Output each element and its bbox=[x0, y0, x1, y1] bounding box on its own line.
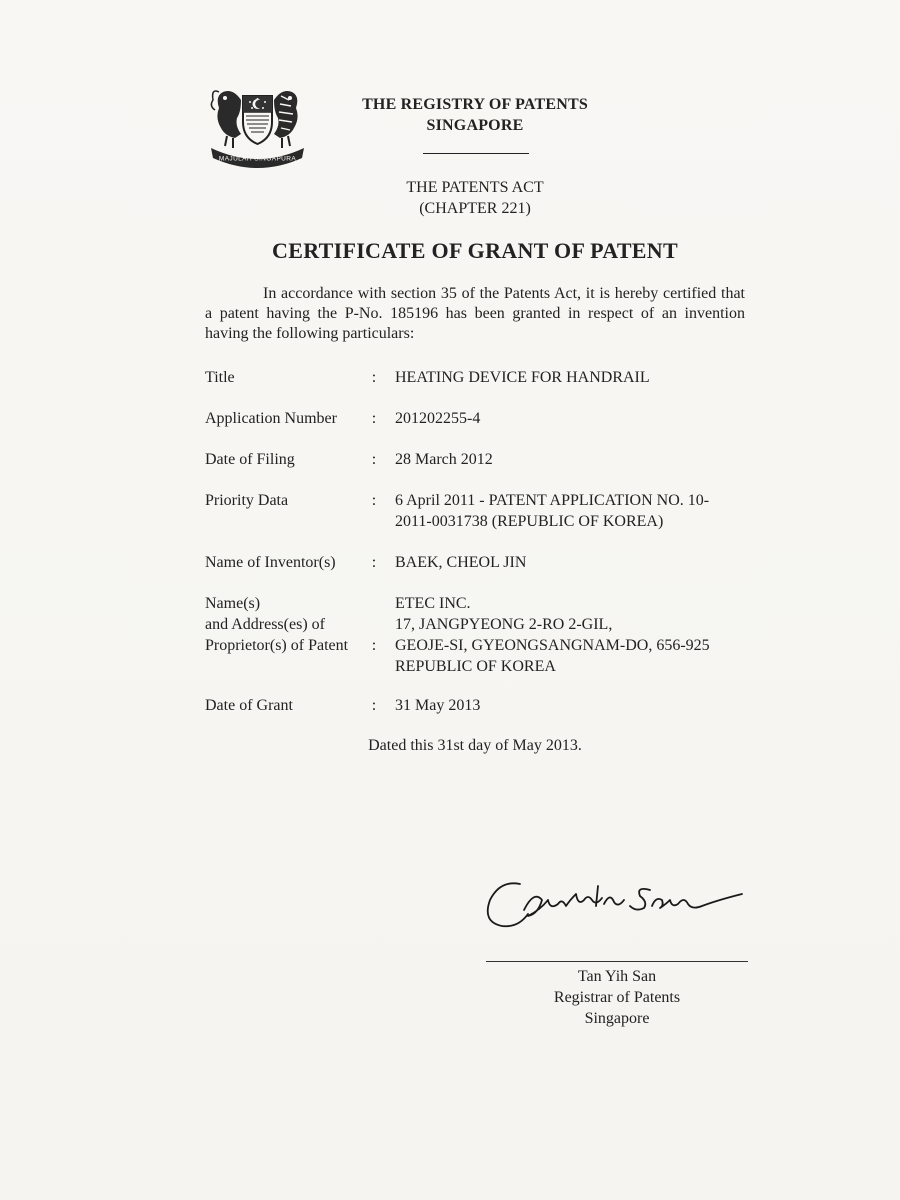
particular-value: 201202255-4 bbox=[395, 410, 481, 427]
certificate-title: CERTIFICATE OF GRANT OF PATENT bbox=[272, 238, 678, 263]
crest-motto: MAJULAH SINGAPURA bbox=[218, 155, 297, 163]
particular-value: 28 March 2012 bbox=[395, 451, 493, 468]
signatory-name: Tan Yih San bbox=[577, 968, 657, 985]
colon-separator: : bbox=[371, 369, 377, 386]
particular-value: HEATING DEVICE FOR HANDRAIL bbox=[395, 369, 650, 386]
certificate-intro: In accordance with section 35 of the Patents Act, it is hereby certified that a patent having the P-No. 185196 has been granted in respect of an invention having the following particulars: bbox=[205, 285, 745, 342]
colon-separator: : bbox=[371, 492, 377, 509]
colon-separator: : bbox=[371, 410, 377, 427]
act-chapter: (CHAPTER 221) bbox=[419, 200, 531, 217]
registry-heading bbox=[330, 94, 620, 136]
particular-label: Date of Filing bbox=[205, 451, 295, 468]
colon-separator: : bbox=[371, 697, 377, 714]
signatory-location: Singapore bbox=[584, 1010, 650, 1027]
particular-label: Name(s) and Address(es) of Proprietor(s) of Patent bbox=[205, 595, 349, 654]
particular-value: ETEC INC. 17, JANGPYEONG 2-RO 2-GIL, GEOJE-SI, GYEONGSANGNAM-DO, 656-925 REPUBLIC OF KOREA bbox=[395, 595, 710, 675]
particular-label: Date of Grant bbox=[205, 697, 293, 714]
signature-line bbox=[486, 961, 748, 962]
heading-divider bbox=[423, 153, 529, 154]
particular-value: 31 May 2013 bbox=[395, 697, 481, 714]
particular-label: Application Number bbox=[205, 410, 337, 427]
act-heading bbox=[330, 177, 620, 219]
singapore-coat-of-arms-icon bbox=[205, 78, 310, 168]
handwritten-signature bbox=[480, 870, 750, 945]
dated-line: Dated this 31st day of May 2013. bbox=[368, 737, 582, 754]
registry-country: SINGAPORE bbox=[426, 117, 524, 134]
colon-separator: : bbox=[371, 451, 377, 468]
colon-separator: : bbox=[371, 554, 377, 571]
particular-label: Name of Inventor(s) bbox=[205, 554, 336, 571]
particular-label: Priority Data bbox=[205, 492, 289, 509]
registry-name: THE REGISTRY OF PATENTS bbox=[362, 96, 588, 113]
particular-value: BAEK, CHEOL JIN bbox=[395, 554, 527, 571]
act-name: THE PATENTS ACT bbox=[406, 179, 544, 196]
signatory-title: Registrar of Patents bbox=[553, 989, 681, 1006]
colon-separator: : bbox=[371, 637, 377, 654]
particular-label: Title bbox=[205, 369, 235, 386]
signatory-block bbox=[486, 966, 748, 1029]
particular-value: 6 April 2011 - PATENT APPLICATION NO. 10- 2011-0031738 (REPUBLIC OF KOREA) bbox=[395, 492, 710, 530]
